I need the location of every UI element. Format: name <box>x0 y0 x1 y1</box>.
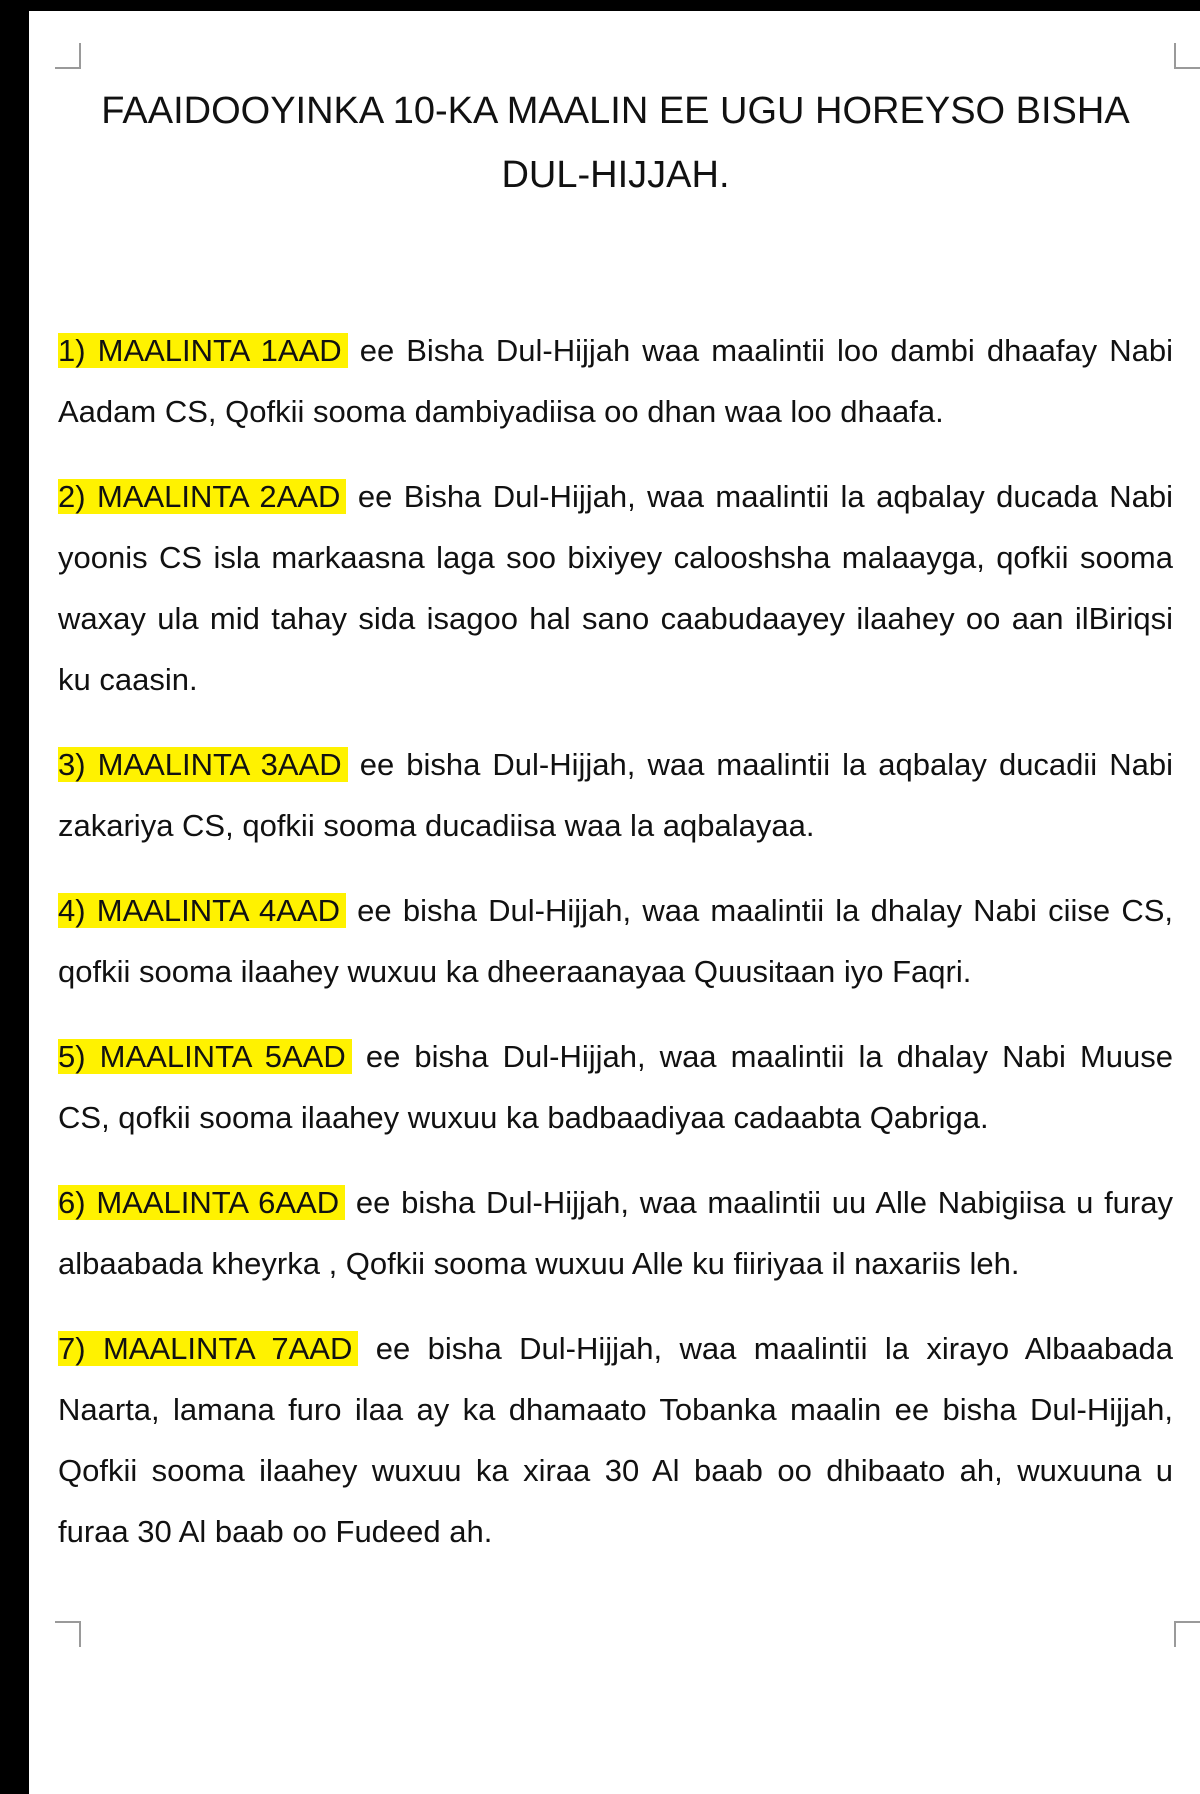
highlighted-day-label: 6) MAALINTA 6AAD <box>58 1185 345 1220</box>
paragraph-text: ee Bisha Dul-Hijjah, waa maalintii la aqbalay ducada Nabi yoonis CS isla markaasna laga soo bixiyey calooshsha malaayga, qofkii sooma waxay ula mid tahay sida isagoo hal sano caabudaayey ilaahey oo aan ilBiriqsi ku caasin. <box>58 479 1173 697</box>
document-title: FAAIDOOYINKA 10-KA MAALIN EE UGU HOREYSO BISHA DUL-HIJJAH. <box>101 90 1130 196</box>
paragraph-day-7 <box>58 1318 1173 1562</box>
page-corner-mark-bottom-right <box>1174 1621 1200 1647</box>
paragraph-text: ee bisha Dul-Hijjah, waa maalintii la dhalay Nabi ciise CS, qofkii sooma ilaahey wuxuu ka dheeraanayaa Quusitaan iyo Faqri. <box>58 893 1174 989</box>
document-body <box>58 320 1173 1586</box>
paragraph-day-3 <box>58 734 1173 856</box>
paragraph-day-6 <box>58 1172 1173 1294</box>
paragraph-day-5 <box>58 1026 1173 1148</box>
paragraph-text: ee bisha Dul-Hijjah, waa maalintii uu Alle Nabigiisa u furay albaabada kheyrka , Qofkii sooma wuxuu Alle ku fiiriyaa il naxariis leh. <box>58 1185 1173 1281</box>
highlighted-day-label: 7) MAALINTA 7AAD <box>58 1331 358 1366</box>
paragraph-text: ee bisha Dul-Hijjah, waa maalintii la xirayo Albaabada Naarta, lamana furo ilaa ay ka dhamaato Tobanka maalin ee bisha Dul-Hijjah, Qofkii sooma ilaahey wuxuu ka xiraa 30 Al baab oo dhibaato ah, wuxuuna u furaa 30 Al baab oo Fudeed ah. <box>58 1331 1173 1549</box>
paragraph-day-4 <box>58 880 1173 1002</box>
highlighted-day-label: 3) MAALINTA 3AAD <box>58 747 348 782</box>
paragraph-day-1 <box>58 320 1173 442</box>
highlighted-day-label: 4) MAALINTA 4AAD <box>58 893 346 928</box>
page-corner-mark-top-right <box>1174 43 1200 69</box>
paragraph-text: ee bisha Dul-Hijjah, waa maalintii la aqbalay ducadii Nabi zakariya CS, qofkii sooma ducadiisa waa la aqbalayaa. <box>58 747 1173 843</box>
highlighted-day-label: 1) MAALINTA 1AAD <box>58 333 348 368</box>
paragraph-day-2 <box>58 466 1173 710</box>
highlighted-day-label: 2) MAALINTA 2AAD <box>58 479 346 514</box>
highlighted-day-label: 5) MAALINTA 5AAD <box>58 1039 352 1074</box>
page-corner-mark-top-left <box>55 43 81 69</box>
paragraph-text: ee Bisha Dul-Hijjah waa maalintii loo dambi dhaafay Nabi Aadam CS, Qofkii sooma dambiyadiisa oo dhan waa loo dhaafa. <box>58 333 1173 429</box>
paragraph-text: ee bisha Dul-Hijjah, waa maalintii la dhalay Nabi Muuse CS, qofkii sooma ilaahey wuxuu ka badbaadiyaa cadaabta Qabriga. <box>58 1039 1173 1135</box>
page-corner-mark-bottom-left <box>55 1621 81 1647</box>
document-page <box>29 11 1200 1794</box>
